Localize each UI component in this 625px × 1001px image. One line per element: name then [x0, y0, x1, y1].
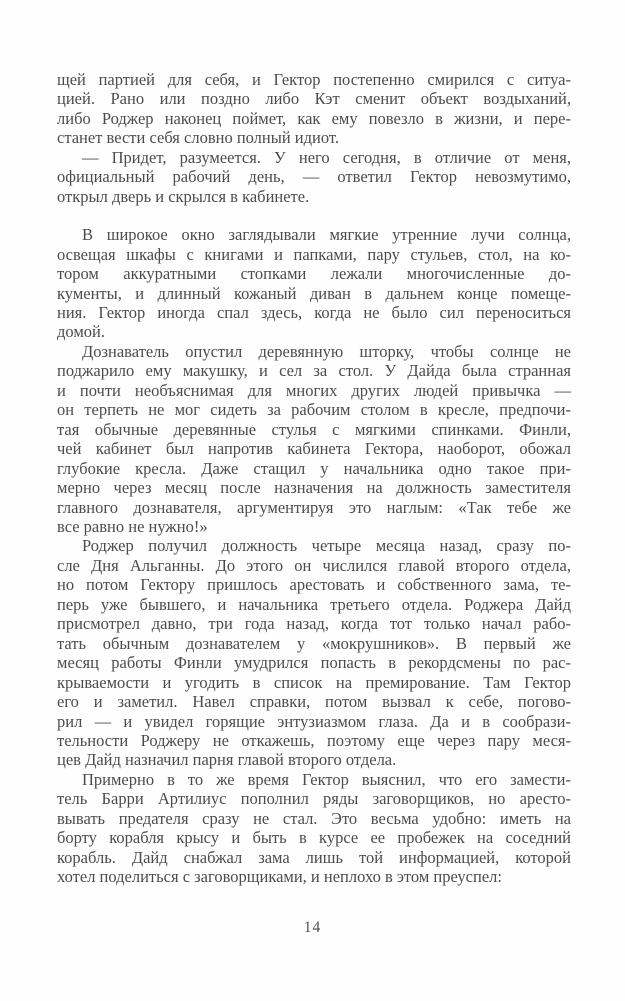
paragraph: [57, 70, 571, 148]
text-line: корабль. Дайд снабжал зама лишь той информацией, которой: [57, 847, 571, 867]
text-line: перь уже бывшего, и начальника третьего отдела. Роджера Дайд: [57, 594, 571, 614]
text-line: чей кабинет был напротив кабинета Гектора, наоборот, обожал: [57, 439, 571, 459]
text-line: присмотрел давно, три года назад, когда тот только начал рабо-: [57, 614, 571, 634]
text-line: рил — и увидел горящие энтузиазмом глаза. Да и в сообрази-: [57, 711, 571, 731]
text-line: В широкое окно заглядывали мягкие утренние лучи солнца,: [82, 225, 571, 245]
text-line: цев Дайд назначил парня главой второго отдела.: [57, 750, 397, 770]
paragraph: [57, 225, 571, 342]
page-text: [57, 70, 571, 887]
text-line: либо Роджер наконец поймет, как ему повезло в жизни, и пере-: [57, 108, 571, 128]
text-line: — Придет, разумеется. У него сегодня, в отличие от меня,: [82, 147, 571, 167]
page-number: 14: [303, 919, 322, 936]
paragraph: [57, 536, 571, 769]
paragraph: [57, 770, 571, 887]
paragraph: [57, 342, 571, 537]
text-line: Примерно в то же время Гектор выяснил, что его замести-: [82, 769, 571, 789]
text-line: сле Дня Альганны. До этого он числился главой второго отдела,: [57, 555, 571, 575]
text-line: тать обычным дознавателем у «мокрушников». В первый же: [57, 633, 571, 653]
text-line: мерно через месяц после назначения на должность заместителя: [57, 478, 571, 498]
text-line: официальный рабочий день, — ответил Гектор невозмутимо,: [57, 167, 571, 187]
text-line: все равно не нужно!»: [57, 516, 208, 536]
text-line: тая обычные деревянные стулья с мягкими спинками. Финли,: [57, 419, 571, 439]
text-line: ния. Гектор иногда спал здесь, когда не было сил переноситься: [57, 302, 571, 322]
text-line: цией. Рано или поздно либо Кэт сменит объект воздыханий,: [57, 89, 571, 109]
text-line: освещая шкафы с книгами и папками, пару стульев, стол, на ко-: [57, 244, 571, 264]
text-line: станет вести себя словно полный идиот.: [57, 128, 339, 148]
text-line: главного дознавателя, аргументируя это наглым: «Так тебе же: [57, 497, 571, 517]
text-line: и почти необъяснимая для многих других людей привычка —: [57, 380, 571, 400]
text-line: месяц работы Финли умудрился попасть в рекордсмены по рас-: [57, 653, 571, 673]
text-line: глубокие кресла. Даже стащил у начальника одно такое при-: [57, 458, 571, 478]
text-line: но потом Гектору пришлось арестовать и собственного зама, те-: [57, 575, 571, 595]
text-line: кументы, и длинный кожаный диван в дальнем конце помеще-: [57, 283, 571, 303]
text-line: вывать предателя сразу не стал. Это весьма удобно: иметь на: [57, 808, 571, 828]
text-line: он терпеть не мог сидеть за рабочим столом в кресле, предпочи-: [57, 400, 571, 420]
text-line: открыл дверь и скрылся в кабинете.: [57, 186, 310, 206]
text-line: хотел поделиться с заговорщиками, и неплохо в этом преуспел:: [57, 867, 502, 887]
paragraph: [57, 148, 571, 206]
text-line: Дознаватель опустил деревянную шторку, чтобы солнце не: [82, 341, 571, 361]
text-line: тель Барри Артилиус пополнил ряды заговорщиков, но аресто-: [57, 789, 571, 809]
text-line: крываемости и угодить в список на премирование. Там Гектор: [57, 672, 571, 692]
text-line: щей партией для себя, и Гектор постепенно смирился с ситуа-: [57, 70, 571, 89]
text-line: тельности Роджеру не откажешь, поэтому еще через пару меся-: [57, 730, 571, 750]
text-line: его и заметил. Навел справки, потом вызвал к себе, погово-: [57, 692, 571, 712]
text-line: поджарило ему макушку, и сел за стол. У Дайда была странная: [57, 361, 571, 381]
text-line: тором аккуратными стопками лежали многочисленные до-: [57, 264, 571, 284]
text-line: борту корабля крысу и быть в курсе ее пробежек на соседний: [57, 828, 571, 848]
text-line: домой.: [57, 322, 105, 342]
text-line: Роджер получил должность четыре месяца назад, сразу по-: [82, 536, 571, 556]
